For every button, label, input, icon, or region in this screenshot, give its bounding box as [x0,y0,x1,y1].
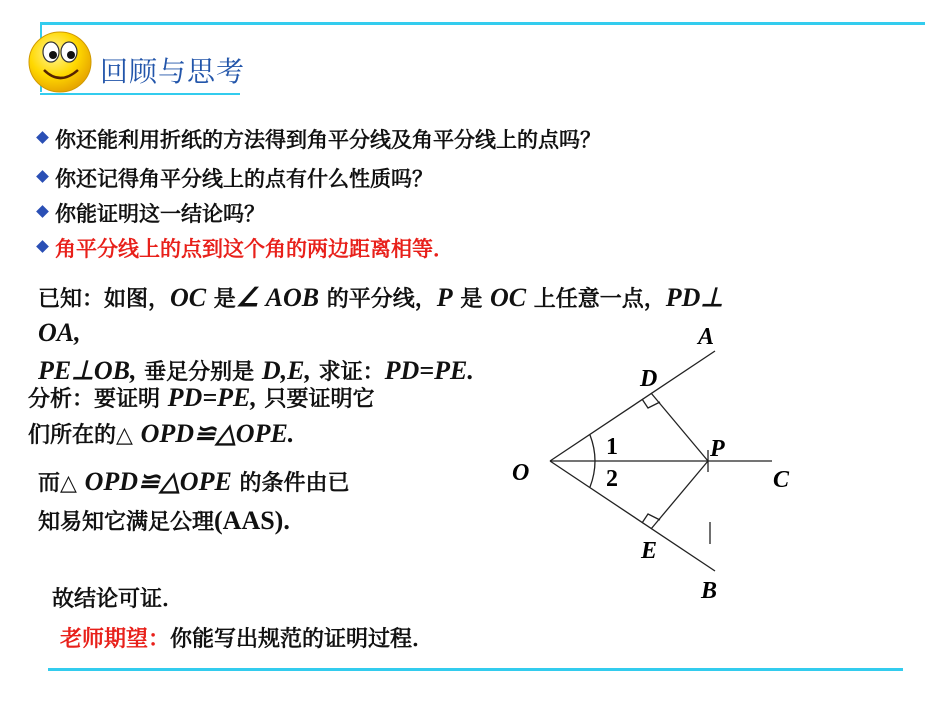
diamond-bullet-icon [36,205,49,218]
diamond-bullet-icon [36,240,49,253]
label-b: B [701,578,718,604]
bullet-text: 角平分线上的点到这个角的两边距离相等． [55,237,454,261]
label-o: O [512,460,530,486]
ray-oa [550,351,715,461]
bottom-accent-line [48,668,903,671]
label-a: A [698,324,715,350]
label-p: P [710,436,725,462]
smiley-face-icon [26,28,94,94]
label-angle-2: 2 [606,466,618,492]
conclusion-text: 故结论可证． [52,587,185,612]
given-line-1: 已知：如图，OC 是∠ AOB 的平分线，P 是 OC 上任意一点，PD⊥ [38,283,724,312]
analysis-line-1: 分析：要证明 PD=PE, 只要证明它 [28,383,375,412]
label-c: C [773,467,790,493]
bullet-item-1 [38,124,601,154]
teacher-expectation [60,622,434,653]
top-accent-line [40,22,925,25]
label-e: E [641,538,658,564]
bullet-item-2 [38,163,433,193]
angle-bisector-figure [490,320,820,610]
bullet-text: 你还能利用折纸的方法得到角平分线及角平分线上的点吗？ [55,128,601,152]
bullet-item-3 [38,198,265,228]
diamond-bullet-icon [36,170,49,183]
analysis-line-3: 而△ OPD≌△OPE 的条件由已 [38,467,350,496]
given-line-3: PE⊥OB, 垂足分别是 D,E, 求证：PD=PE. [38,356,474,385]
page-title: 回顾与思考 [100,55,246,88]
label-angle-1: 1 [606,434,618,460]
bullet-item-4 [38,233,454,263]
bullet-text: 你还记得角平分线上的点有什么性质吗？ [55,167,433,191]
ray-ob [550,461,715,571]
label-d: D [640,366,658,392]
segment-pe [651,461,708,529]
segment-pd [651,393,708,461]
analysis-line-4: 知易知它满足公理(AAS). [38,506,290,535]
analysis-line-2: 们所在的△ OPD≌△OPE. [28,419,295,448]
bullet-text: 你能证明这一结论吗？ [55,202,265,226]
expectation-label: 老师期望： [60,627,171,652]
expectation-text: 你能写出规范的证明过程． [170,627,435,652]
diamond-bullet-icon [36,131,49,144]
given-line-2: OA, [38,318,81,347]
